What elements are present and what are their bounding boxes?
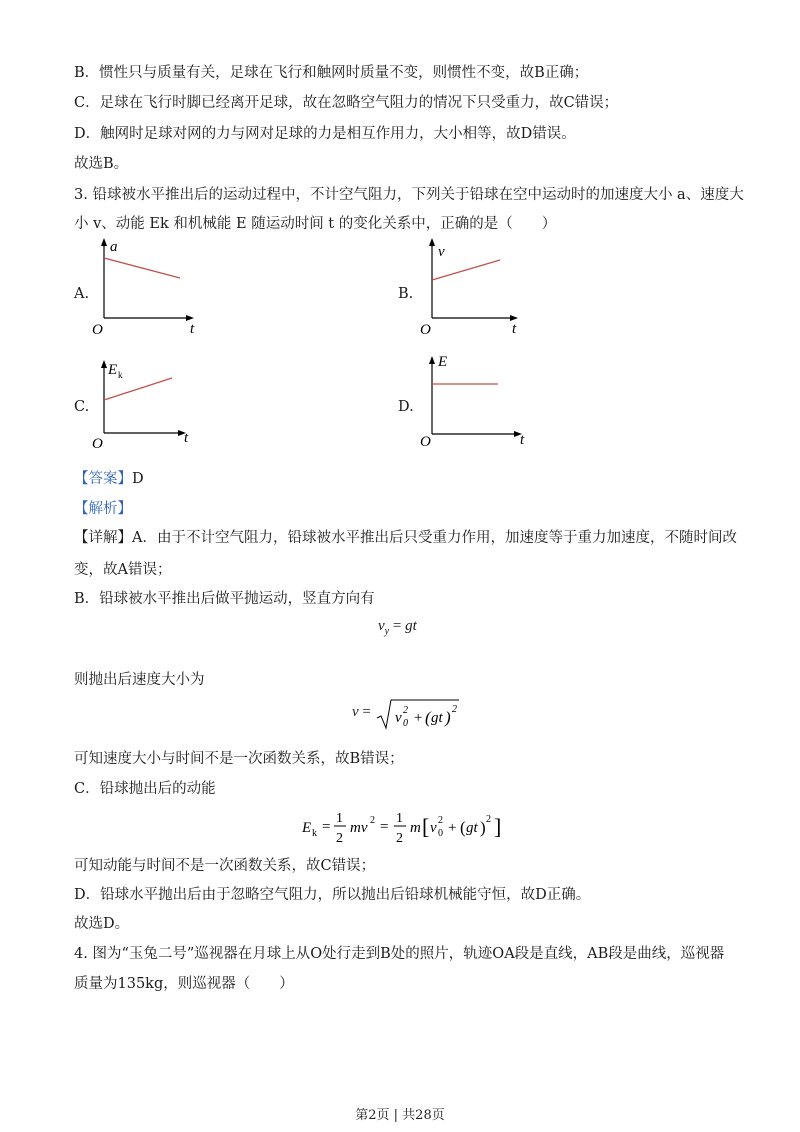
svg-text:2: 2 — [438, 815, 443, 826]
graph-d-ylabel: E — [438, 354, 448, 370]
detail-line1: 【详解】A．由于不计空气阻力，铅球被水平推出后只受重力作用，加速度等于重力加速度，不随时间改 — [74, 530, 737, 546]
svg-text:1: 1 — [336, 811, 343, 826]
svg-text:gt: gt — [466, 820, 478, 836]
svg-text:]: ] — [494, 814, 502, 839]
svg-text:=: = — [380, 819, 389, 835]
svg-text:m: m — [410, 820, 421, 836]
svg-text:2: 2 — [370, 815, 375, 826]
svg-text:2: 2 — [336, 831, 343, 846]
svg-text:1: 1 — [396, 811, 403, 826]
graph-b-xlabel: t — [512, 321, 517, 336]
svg-text:): ) — [480, 818, 486, 837]
graph-c-ysub: k — [118, 370, 123, 380]
graph-b-line — [432, 260, 500, 280]
svg-text:): ) — [444, 708, 451, 727]
svg-text:v: v — [394, 710, 402, 726]
option-c-prev: C．足球在飞行时脚已经离开足球，故在忽略空气阻力的情况下只受重力，故C错误； — [74, 95, 619, 111]
svg-text:+: + — [448, 820, 457, 836]
answer-line — [74, 469, 144, 489]
graph-d-origin: O — [420, 434, 431, 448]
graph-c-ylabel: E — [108, 362, 118, 378]
svg-text:0: 0 — [402, 718, 408, 729]
ek-conclusion: 可知动能与时间不是一次函数关系，故C错误； — [74, 858, 376, 874]
q3-line1: 3. 铅球被水平推出后的运动过程中，不计空气阻力，下列关于铅球在空中运动时的加速度大小 a、速度大 — [74, 187, 744, 203]
svg-text:[: [ — [422, 814, 430, 839]
graph-d-xlabel: t — [520, 432, 525, 448]
graph-a-ylabel: a — [110, 239, 118, 255]
svg-text:+: + — [412, 710, 423, 726]
graph-b-origin: O — [420, 322, 431, 336]
svg-text:v: v — [430, 820, 437, 836]
answer-value: D — [132, 471, 144, 487]
svg-text:=: = — [322, 819, 331, 835]
c-line: C．铅球抛出后的动能 — [74, 781, 216, 797]
option-a-label: A. — [74, 286, 90, 302]
option-c-label: C. — [74, 399, 90, 415]
graph-d — [418, 348, 538, 448]
svg-text:2: 2 — [402, 705, 408, 716]
formula-ek — [300, 802, 520, 850]
graph-a — [90, 236, 210, 336]
q4-line1: 4. 图为“玉兔二号”巡视器在月球上从O处行走到B处的照片，轨迹OA段是直线，AB段是曲线，巡视器 — [74, 946, 725, 962]
svg-text:2: 2 — [396, 831, 403, 846]
b-line: B．铅球被水平推出后做平抛运动，竖直方向有 — [74, 591, 375, 607]
svg-text:k: k — [312, 828, 317, 839]
option-b-prev: B．惯性只与质量有关，足球在飞行和触网时质量不变，则惯性不变，故B正确； — [74, 65, 589, 81]
detail-line2: 变，故A错误； — [74, 562, 172, 578]
q4-line2: 质量为135kg，则巡视器（ ） — [74, 976, 294, 992]
svg-text:mv: mv — [350, 820, 368, 836]
graph-a-origin: O — [92, 322, 103, 336]
graph-a-line — [104, 258, 180, 278]
svg-text:2: 2 — [451, 704, 457, 715]
option-d-prev: D．触网时足球对网的力与网对足球的力是相互作用力，大小相等，故D错误。 — [74, 126, 576, 142]
formula-speed: v = v 2 0 + ( gt ) 2 — [352, 698, 459, 732]
d-line: D．铅球水平抛出后由于忽略空气阻力，所以抛出后铅球机械能守恒，故D正确。 — [74, 887, 591, 903]
analysis-tag: 【解析】 — [74, 501, 132, 517]
then-speed-line: 则抛出后速度大小为 — [74, 672, 205, 688]
svg-text:2: 2 — [486, 814, 491, 825]
graph-b-ylabel: v — [438, 244, 445, 260]
speed-conclusion: 可知速度大小与时间不是一次函数关系，故B错误； — [74, 751, 404, 767]
svg-text:gt: gt — [430, 710, 443, 726]
choose-prev: 故选B。 — [74, 156, 129, 172]
graph-c — [90, 356, 210, 452]
graph-c-line — [104, 378, 172, 400]
graph-a-xlabel: t — [190, 321, 195, 336]
graph-c-xlabel: t — [184, 430, 189, 446]
choose-d: 故选D。 — [74, 916, 130, 932]
svg-text:0: 0 — [438, 828, 443, 839]
page-footer: 第2页 | 共28页 — [355, 1108, 445, 1123]
formula-vy: $v_y$ = gt — [378, 618, 417, 637]
svg-text:E: E — [302, 820, 312, 836]
option-b-label: B. — [398, 286, 414, 302]
graph-b — [418, 236, 538, 336]
svg-text:(: ( — [424, 708, 431, 727]
q3-line2: 小 v、动能 Ek 和机械能 E 随运动时间 t 的变化关系中，正确的是（ ） — [74, 216, 557, 232]
graph-c-origin: O — [92, 436, 103, 452]
svg-text:(: ( — [460, 818, 466, 837]
sqrt-symbol — [375, 698, 459, 730]
option-d-label: D. — [398, 399, 414, 415]
answer-tag: 【答案】 — [74, 471, 132, 487]
